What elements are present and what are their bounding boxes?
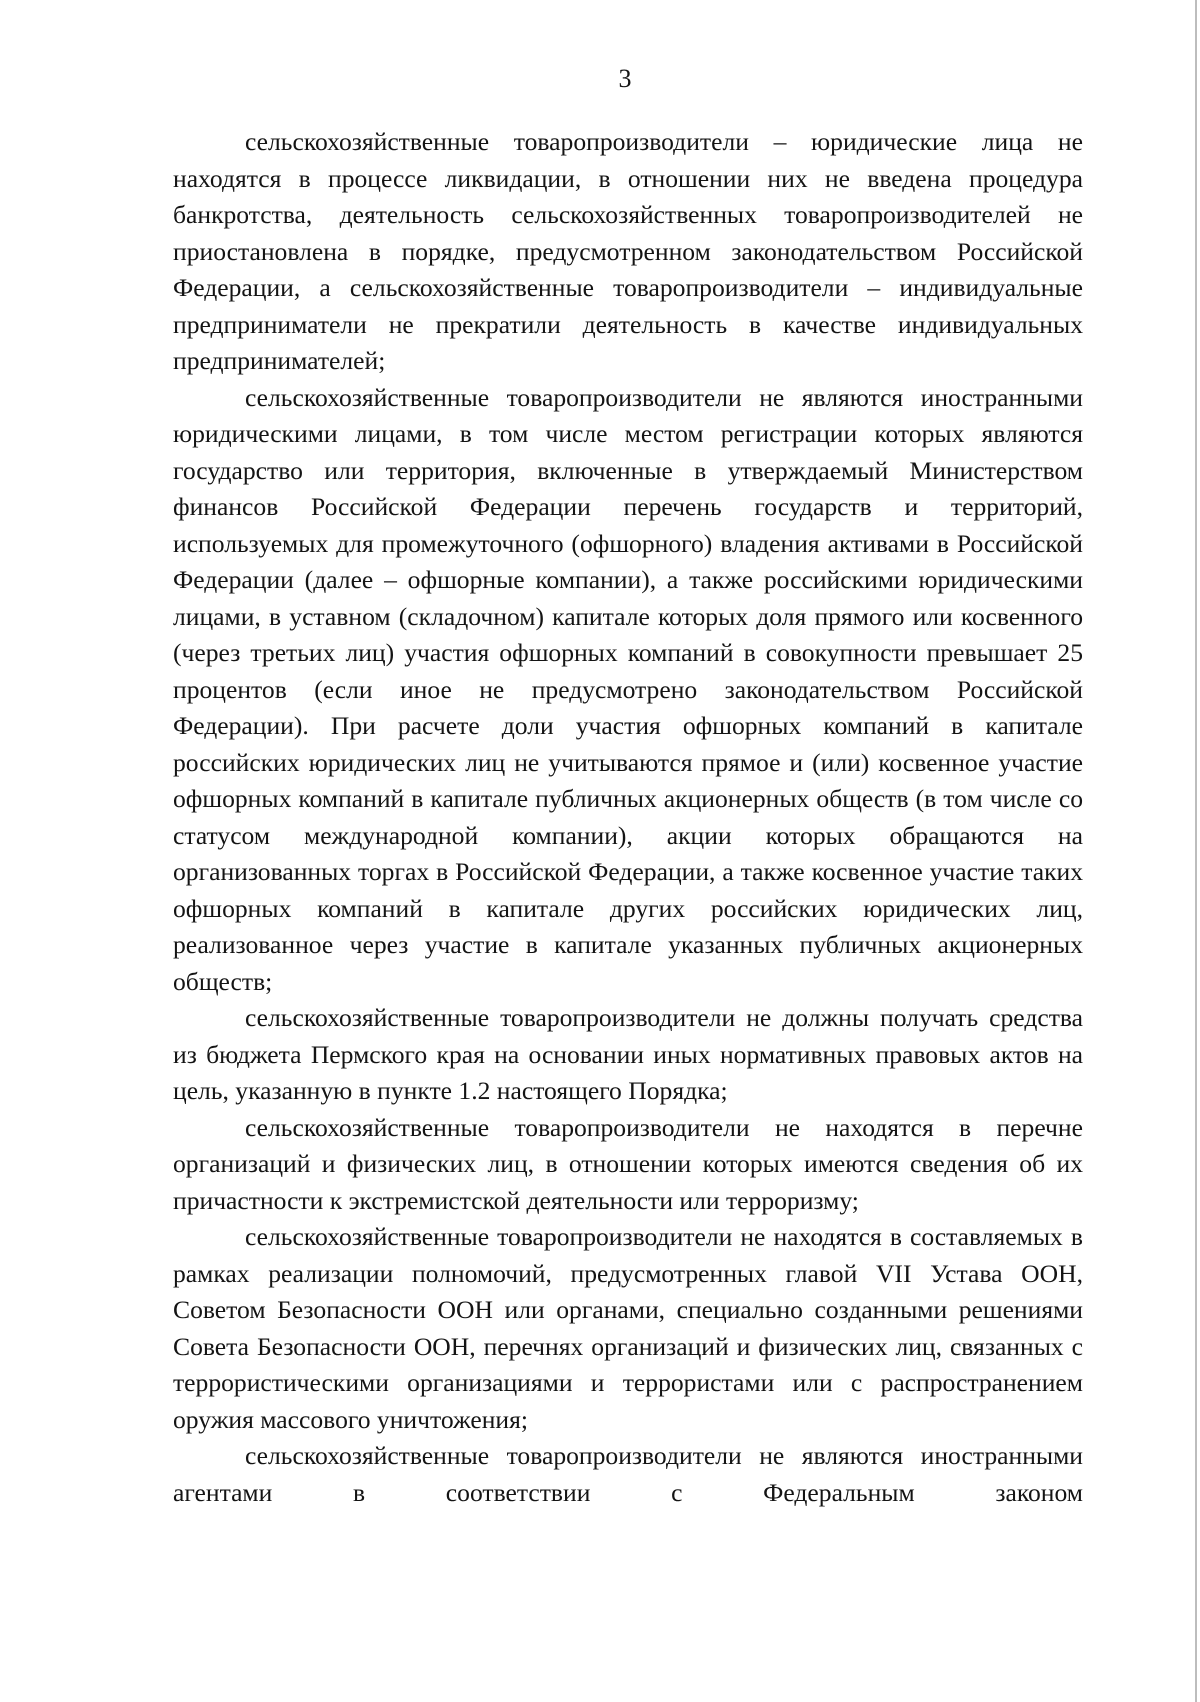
page-edge [1195,0,1197,1702]
paragraph-not-foreign-agents: сельскохозяйственные товаропроизводители не являются иностранными агентами в соответствии с Федеральным законом [173,1441,1083,1507]
document-body [173,124,1083,1511]
paragraph-not-in-liquidation: сельскохозяйственные товаропроизводители – юридические лица не находятся в процессе ликвидации, в отношении них не введена процедура банкротства, деятельность сельскохозяйственных товаропроизводителей не приостановлена в порядке, предусмотренном законодательством Российской Федерации, а сельскохозяйственные товаропроизводители – индивидуальные предприниматели не прекратили деятельность в качестве индивидуальных предпринимателей; [173,127,1083,375]
paragraph-no-other-budget-funds: сельскохозяйственные товаропроизводители не должны получать средства из бюджета Пермского края на основании иных нормативных правовых актов на цель, указанную в пункте 1.2 настоящего Порядка; [173,1003,1083,1105]
paragraph-not-extremist-list: сельскохозяйственные товаропроизводители не находятся в перечне организаций и физических лиц, в отношении которых имеются сведения об их причастности к экстремистской деятельности или терроризму; [173,1112,1083,1215]
paragraph-not-un-sanctions-list: сельскохозяйственные товаропроизводители не находятся в составляемых в рамках реализации полномочий, предусмотренных главой VII Устава ООН, Советом Безопасности ООН или органами, специально созданными решениями Совета Безопасности ООН, перечнях организаций и физических лиц, связанных с террористическими организациями и террористами или с распространением оружия массового уничтожения; [173,1222,1083,1434]
paragraph-not-foreign-entities: сельскохозяйственные товаропроизводители не являются иностранными юридическими лицами, в том числе местом регистрации которых являются государство или территория, включенные в утверждаемый Министерством финансов Российской Федерации перечень государств и территорий, используемых для промежуточного (офшорного) владения активами в Российской Федерации (далее – офшорные компании), а также российскими юридическими лицами, в уставном (складочном) капитале которых доля прямого или косвенного (через третьих лиц) участия офшорных компаний в совокупности превышает 25 процентов (если иное не предусмотрено законодательством Российской Федерации). При расчете доли участия офшорных компаний в капитале российских юридических лиц не учитываются прямое и (или) косвенное участие офшорных компаний в капитале публичных акционерных обществ (в том числе со статусом международной компании), акции которых обращаются на организованных торгах в Российской Федерации, а также косвенное участие таких офшорных компаний в капитале других российских юридических лиц, реализованное через участие в капитале указанных публичных акционерных обществ; [173,382,1083,996]
page-number: 3 [618,64,632,93]
